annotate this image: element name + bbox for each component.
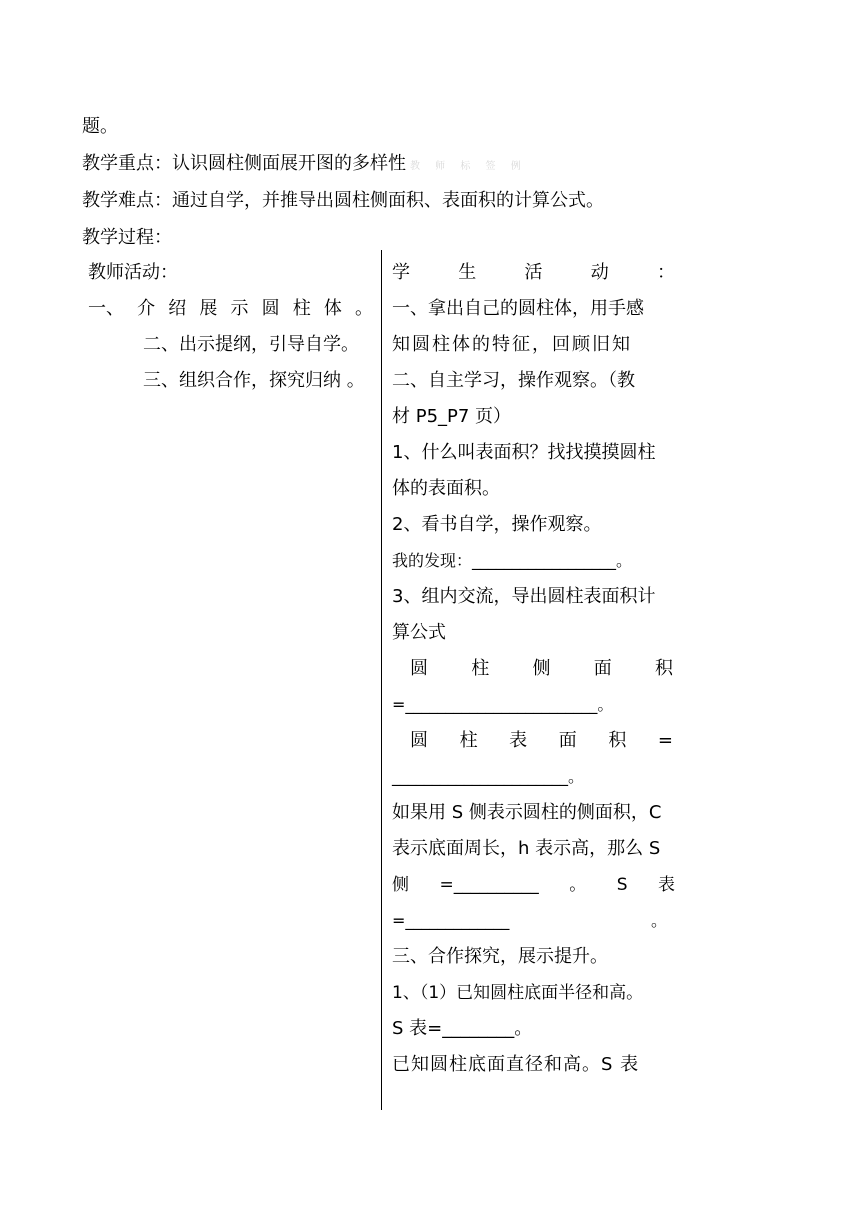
student-line-22: 已知圆柱底面直径和高。S 表 — [392, 1054, 640, 1075]
student-line-4: 材 P5_P7 页） — [392, 406, 512, 427]
student-line-17-part: 表 — [657, 875, 675, 895]
student-line-17-part: 侧 — [392, 875, 409, 895]
process-heading: 教学过程： — [82, 227, 172, 248]
student-line-17-part: =__________ — [439, 875, 539, 895]
key-points-text: 认识圆柱侧面展开图的多样性 — [172, 153, 406, 174]
student-line-14: ______________________。 — [392, 767, 585, 786]
text-line-1: 题。 — [82, 116, 118, 137]
student-line-13-part: 柱 — [459, 730, 478, 751]
student-line-10: 算公式 — [392, 622, 446, 643]
teacher-step-3: 三、组织合作，探究归纳 。 — [143, 370, 365, 391]
student-line-7: 2、看书自学，操作观察。 — [392, 514, 602, 535]
student-line-3: 二、自主学习，操作观察。（教 — [392, 370, 635, 391]
teacher-step-1-part: 一、 — [88, 298, 124, 319]
student-line-15: 如果用 S 侧表示圆柱的侧面积，C — [392, 802, 662, 823]
teacher-step-1-part: 圆 — [261, 298, 280, 319]
student-line-11-part: 柱 — [471, 658, 490, 679]
key-points-label: 教学重点： — [82, 153, 172, 174]
teacher-step-1-part: 示 — [230, 298, 249, 319]
student-line-11-part: 圆 — [410, 658, 428, 679]
student-line-13-part: 积 — [608, 730, 627, 751]
student-line-18-part: 。 — [650, 911, 667, 930]
student-heading-part: 活 — [524, 262, 543, 283]
student-line-20: 1、（1）已知圆柱底面半径和高。 — [392, 983, 644, 1003]
teacher-step-1-part: 柱 — [292, 298, 311, 319]
teacher-heading: 教师活动： — [88, 262, 178, 283]
student-line-13-part: 圆 — [410, 730, 428, 751]
student-line-18-part: =_____________ — [392, 911, 510, 930]
student-line-12: =________________________。 — [392, 695, 614, 714]
student-heading-part: 学 — [392, 262, 410, 283]
teacher-step-1 — [88, 298, 373, 320]
student-line-16: 表示底面周长，h 表示高，那么 S — [392, 838, 661, 859]
student-line-5: 1、什么叫表面积？找找摸摸圆柱 — [392, 442, 656, 463]
student-line-13-part: 面 — [558, 730, 577, 751]
student-line-11-part: 积 — [655, 658, 673, 679]
teacher-step-1-part: 。 — [355, 298, 373, 319]
column-divider — [381, 250, 382, 1110]
student-line-2: 知圆柱体的特征，回顾旧知 — [392, 334, 632, 355]
student-line-9: 3、组内交流，导出圆柱表面积计 — [392, 586, 656, 607]
teacher-step-2: 二、出示提纲，引导自学。 — [143, 334, 359, 355]
student-line-19: 三、合作探究，展示提升。 — [392, 946, 608, 967]
student-line-11-part: 侧 — [532, 658, 551, 679]
student-heading-part: 生 — [458, 262, 477, 283]
key-points — [82, 153, 527, 178]
student-line-8: 我的发现：__________________。 — [392, 551, 633, 570]
difficulty-text: 通过自学，并推导出圆柱侧面积、表面积的计算公式。 — [172, 190, 604, 211]
faint-watermark-text: 教 师 标 签 例 — [410, 161, 527, 172]
student-heading-part: ： — [657, 262, 675, 283]
student-line-11-part: 面 — [593, 658, 612, 679]
student-line-6: 体的表面积。 — [392, 478, 500, 499]
student-line-17-part: S — [616, 875, 628, 895]
teacher-step-1-part: 体 — [323, 298, 342, 319]
student-heading-part: 动 — [590, 262, 609, 283]
student-line-17-part: 。 — [569, 875, 587, 895]
difficulty — [82, 190, 604, 212]
difficulty-label: 教学难点： — [82, 190, 172, 211]
student-line-17 — [392, 874, 675, 896]
student-line-1: 一、拿出自己的圆柱体，用手感 — [392, 298, 644, 319]
teacher-step-1-part: 绍 — [168, 298, 187, 319]
student-line-13 — [410, 730, 673, 752]
student-heading — [392, 262, 675, 284]
student-line-11 — [410, 658, 673, 680]
student-line-18 — [392, 910, 667, 932]
student-line-13-part: = — [657, 730, 673, 751]
teacher-step-1-part: 展 — [199, 298, 218, 319]
student-line-13-part: 表 — [509, 730, 528, 751]
teacher-step-1-part: 介 — [137, 298, 156, 319]
student-line-21: S 表=________。 — [392, 1018, 533, 1039]
